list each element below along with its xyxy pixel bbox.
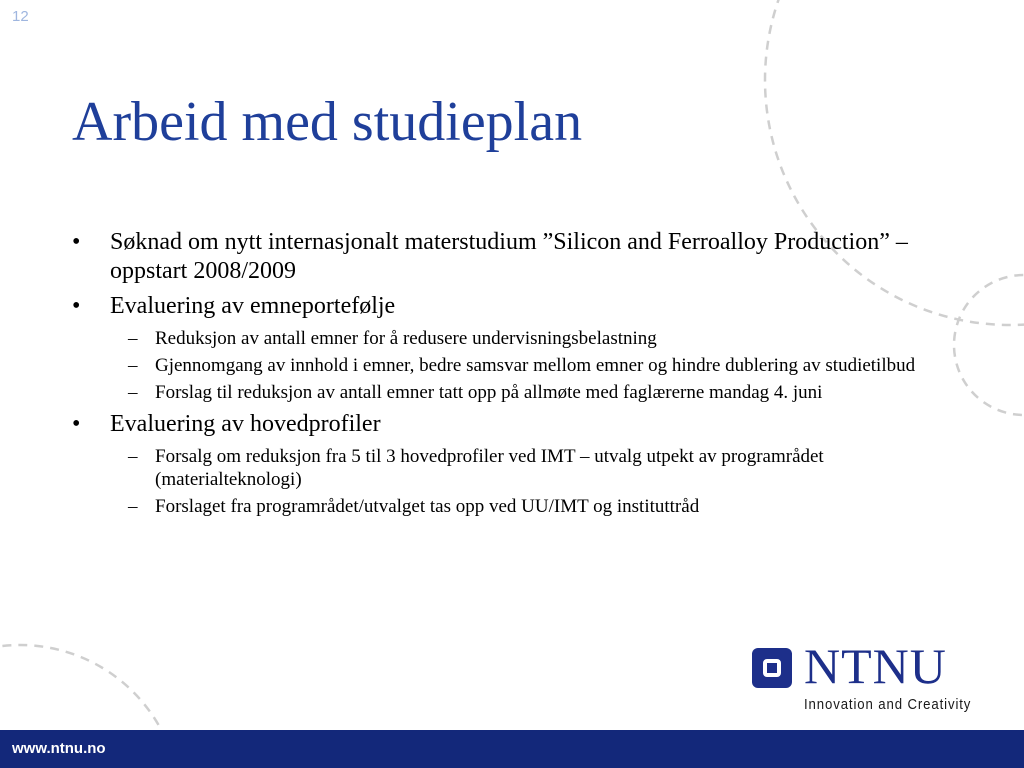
ntnu-logo (752, 638, 1002, 720)
sub-bullet-item (72, 445, 932, 491)
sub-bullet-text: Reduksjon av antall emner for å redusere undervisningsbelastning (155, 328, 657, 349)
sub-bullet-item (72, 495, 932, 518)
logo-wordmark: NTNU (804, 638, 947, 694)
bullet-item (72, 292, 932, 321)
bullet-text: Evaluering av emneportefølje (110, 293, 396, 319)
sub-bullet-text: Forsalg om reduksjon fra 5 til 3 hovedprofiler ved IMT – utvalg utpekt av programrådet (materialteknologi) (155, 446, 824, 490)
sub-bullet-mark: – (128, 496, 138, 517)
sub-bullet-mark: – (128, 446, 138, 467)
bullet-mark: • (72, 293, 81, 319)
sub-bullet-item (72, 354, 932, 377)
bullet-list (72, 228, 932, 522)
sub-bullet-item (72, 327, 932, 350)
sub-bullet-text: Forslaget fra programrådet/utvalget tas opp ved UU/IMT og instituttråd (155, 496, 700, 517)
sub-bullet-item (72, 381, 932, 404)
slide-title: Arbeid med studieplan (72, 91, 583, 153)
sub-bullet-mark: – (128, 355, 138, 376)
slide-number: 12 (12, 8, 29, 25)
bullet-text: Evaluering av hovedprofiler (110, 411, 381, 437)
footer-bar (0, 730, 1024, 768)
sub-bullet-text: Gjennomgang av innhold i emner, bedre samsvar mellom emner og hindre dublering av studietilbud (155, 355, 916, 376)
footer-url[interactable]: www.ntnu.no (12, 740, 106, 757)
logo-tagline: Innovation and Creativity (804, 696, 972, 713)
bullet-mark: • (72, 229, 81, 255)
sub-bullet-mark: – (128, 328, 138, 349)
bullet-item (72, 410, 932, 439)
sub-bullet-mark: – (128, 382, 138, 403)
bullet-item (72, 228, 932, 286)
sub-bullet-text: Forslag til reduksjon av antall emner tatt opp på allmøte med faglærerne mandag 4. juni (155, 382, 823, 403)
ntnu-logo-icon (752, 648, 792, 688)
bullet-mark: • (72, 411, 81, 437)
bullet-text: Søknad om nytt internasjonalt materstudium ”Silicon and Ferroalloy Production” – oppstart 2008/2009 (110, 229, 908, 284)
